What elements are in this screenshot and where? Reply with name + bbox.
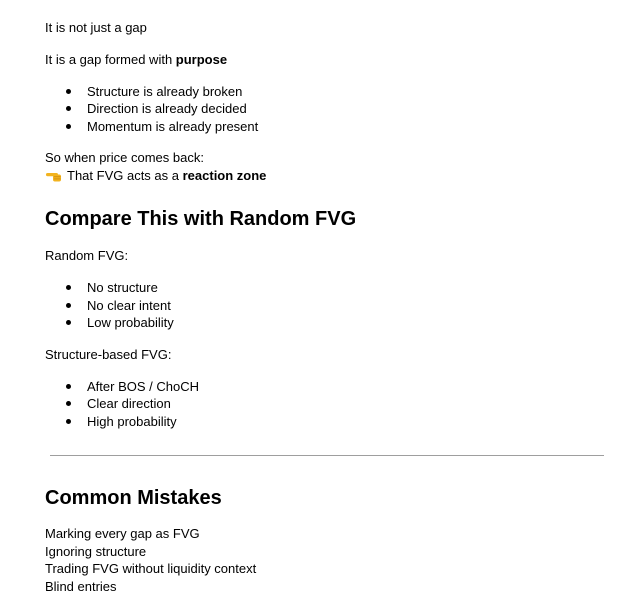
bullet-dot — [66, 384, 71, 389]
bullet-dot — [66, 124, 71, 129]
structure-fvg-bullet — [66, 379, 199, 395]
bullet-dot — [66, 303, 71, 308]
bullet-dot — [66, 106, 71, 111]
intro-line-4-bold: reaction zone — [182, 168, 267, 183]
horizontal-divider — [50, 455, 604, 456]
structure-fvg-bullet-text: High probability — [87, 414, 177, 429]
bullet-dot — [66, 419, 71, 424]
random-fvg-bullet-text: No clear intent — [87, 298, 171, 313]
structure-fvg-bullet-text: After BOS / ChoCH — [87, 379, 199, 394]
intro-line-2 — [45, 52, 227, 68]
structure-fvg-label: Structure-based FVG: — [45, 347, 172, 362]
intro-line-2-text: It is a gap formed with — [45, 52, 176, 67]
intro-line-3: So when price comes back: — [45, 150, 204, 165]
random-fvg-bullet-text: No structure — [87, 280, 158, 295]
intro-line-1: It is not just a gap — [45, 20, 147, 35]
structure-fvg-bullet — [66, 414, 177, 430]
intro-line-2-bold: purpose — [175, 52, 228, 67]
intro-bullet-text: Structure is already broken — [87, 84, 243, 99]
mistake-item: Trading FVG without liquidity context — [45, 561, 257, 576]
random-fvg-bullet — [66, 298, 171, 314]
mistakes-heading: Common Mistakes — [45, 487, 222, 509]
random-fvg-bullet-text: Low probability — [87, 315, 174, 330]
bullet-dot — [66, 320, 71, 325]
structure-fvg-bullet — [66, 396, 171, 412]
intro-bullet-text: Momentum is already present — [87, 119, 259, 134]
random-fvg-label: Random FVG: — [45, 248, 129, 263]
mistake-item: Marking every gap as FVG — [45, 526, 200, 541]
bullet-dot — [66, 285, 71, 290]
intro-bullet-text: Direction is already decided — [87, 101, 247, 116]
intro-bullet — [66, 84, 242, 100]
intro-bullet — [66, 119, 258, 135]
structure-fvg-bullet-text: Clear direction — [87, 396, 171, 411]
bullet-dot — [66, 89, 71, 94]
compare-heading: Compare This with Random FVG — [45, 208, 357, 230]
random-fvg-bullet — [66, 315, 174, 331]
intro-bullet — [66, 101, 247, 117]
mistake-item: Ignoring structure — [45, 544, 147, 559]
pointing-hand-icon — [45, 168, 63, 182]
intro-line-4-text: That FVG acts as a — [67, 168, 183, 183]
random-fvg-bullet — [66, 280, 158, 296]
intro-line-4 — [45, 168, 266, 184]
mistake-item: Blind entries — [45, 579, 117, 594]
bullet-dot — [66, 401, 71, 406]
